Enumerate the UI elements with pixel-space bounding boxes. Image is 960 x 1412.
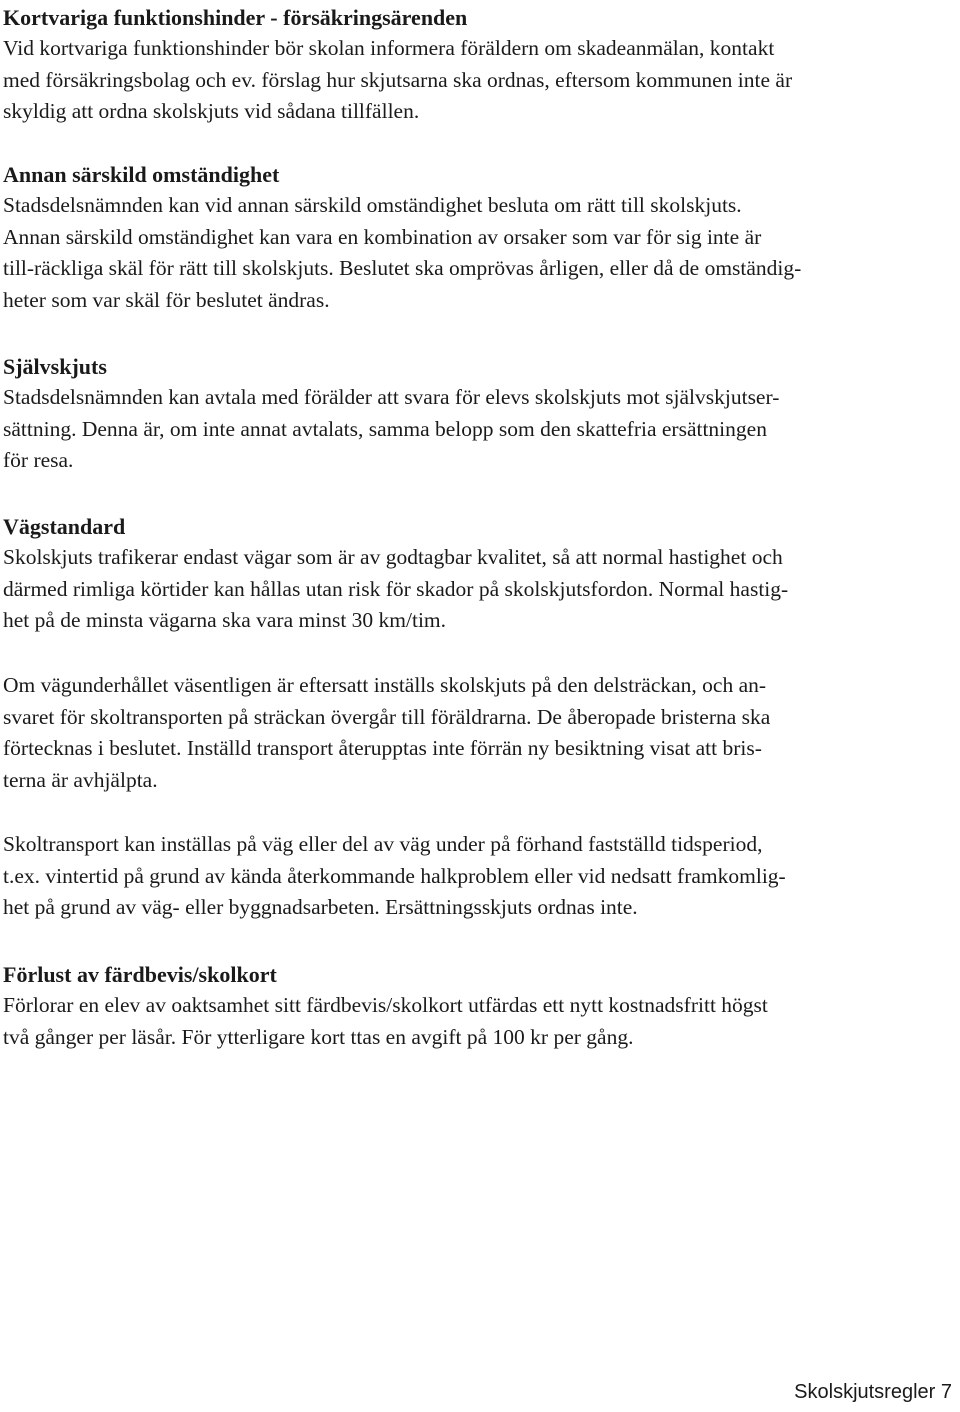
section-paragraph: Förlorar en elev av oaktsamhet sitt färdbevis/skolkort utfärdas ett nytt kostnadsfritt högst två gånger per läsår. För ytterligare kort ttas en avgift på 100 kr per gång.	[3, 993, 768, 1049]
section-kortvariga-funktionshinder	[3, 1, 953, 128]
section-sjalvskjuts	[3, 350, 953, 477]
section-paragraph: Skoltransport kan inställas på väg eller del av väg under på förhand fastställd tidsperiod, t.ex. vintertid på grund av kända återkommande halkproblem eller vid nedsatt framkomlig- het på grund av väg- eller byggnadsarbeten. Ersättningsskjuts ordnas inte.	[3, 832, 786, 919]
section-forlust-fardbevis	[3, 958, 953, 1053]
section-paragraph: Om vägunderhållet väsentligen är eftersatt inställs skolskjuts på den delsträckan, och an- svaret för skoltransporten på sträckan övergår till föräldrarna. De åberopade bristerna ska förtecknas i beslutet. Inställd transport återupptas inte förrän ny besiktning visat att bris- terna är avhjälpta.	[3, 673, 771, 792]
paragraph-vagunderhall	[3, 670, 953, 796]
section-heading: Självskjuts	[3, 354, 107, 379]
section-heading: Vägstandard	[3, 514, 126, 539]
section-heading: Förlust av färdbevis/skolkort	[3, 962, 277, 987]
section-vagstandard	[3, 510, 953, 637]
section-paragraph: Skolskjuts trafikerar endast vägar som är av godtagbar kvalitet, så att normal hastighet och därmed rimliga körtider kan hållas utan risk för skador på skolskjutsfordon. Normal hastig- het på de minsta vägarna ska vara minst 30 km/tim.	[3, 545, 789, 632]
section-heading: Kortvariga funktionshinder - försäkringsärenden	[3, 5, 468, 30]
section-annan-sarskild-omstandighet	[3, 158, 953, 316]
section-paragraph: Stadsdelsnämnden kan vid annan särskild omständighet besluta om rätt till skolskjuts. Annan särskild omständighet kan vara en kombination av orsaker som var för sig inte är till-räckliga skäl för rätt till skolskjuts. Beslutet ska omprövas årligen, eller då de omständig- heter som var skäl för beslutet ändras.	[3, 193, 802, 312]
page-footer: Skolskjutsregler 7	[794, 1381, 952, 1403]
section-paragraph: Stadsdelsnämnden kan avtala med förälder att svara för elevs skolskjuts mot självskjutser- sättning. Denna är, om inte annat avtalats, samma belopp som den skattefria ersättningen för resa.	[3, 385, 780, 472]
section-paragraph: Vid kortvariga funktionshinder bör skolan informera föräldern om skadeanmälan, kontakt med försäkringsbolag och ev. förslag hur skjutsarna ska ordnas, eftersom kommunen inte är skyldig att ordna skolskjuts vid sådana tillfällen.	[3, 36, 793, 123]
section-heading: Annan särskild omständighet	[3, 162, 280, 187]
paragraph-skoltransport	[3, 829, 953, 924]
